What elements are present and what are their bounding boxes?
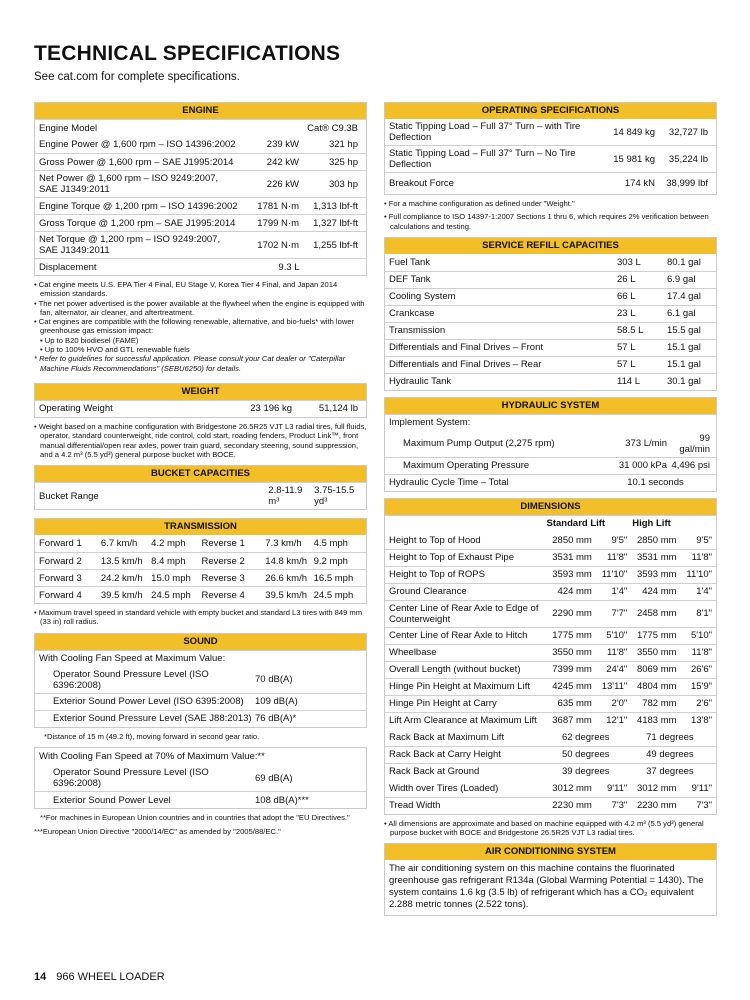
refill-imperial: 30.1 gal [667,376,701,388]
sound-label: Operator Sound Pressure Level (ISO 6396:2008) [53,767,209,790]
engine-spec-label: Gross Power @ 1,600 rpm – SAE J1995:2014 [39,156,234,168]
dimension-high-ft: 8'1" [696,608,712,620]
dimension-high-deg: 37 degrees [646,766,694,778]
engine-spec-imperial: 1,327 lbf-ft [313,217,358,229]
refill-row [385,322,716,339]
sound-value: 108 dB(A)*** [255,794,309,806]
sound-value: 69 dB(A) [255,772,293,784]
dimension-label: Rack Back at Carry Height [389,749,501,761]
dimension-high-mm: 782 mm [642,698,677,710]
dimension-high-mm: 3593 mm [636,569,677,581]
engine-panel [34,102,367,276]
dimension-standard-ft: 12'1" [606,715,628,727]
engine-spec-metric: 226 kW [266,178,299,190]
dimension-high-ft: 11'8" [691,647,712,659]
dimension-high-mm: 2458 mm [636,608,677,620]
bucket-row [35,482,366,509]
operating-rows [385,119,716,194]
operating-metric: 15 981 kg [613,153,655,165]
engine-spec-label: Gross Torque @ 1,200 rpm – SAE J1995:2014 [39,217,236,229]
dimension-standard-mm: 424 mm [557,586,592,598]
engine-spec-imperial: 303 hp [328,178,358,190]
page-title: TECHNICAL SPECIFICATIONS [34,42,341,65]
dimension-row [385,583,716,600]
dimensions-panel [384,498,717,815]
engine-spec-imperial: 325 hp [328,156,358,168]
dimension-label: Height to Top of Hood [389,534,481,546]
sound-note1-text: *Distance of 15 m (49.2 ft), moving forward in second gear ratio. [44,731,260,741]
note-line: * Refer to guidelines for successful application. Please consult your Cat dealer or "Caterpillar Machine Fluids Recommendations" (SEBU6250) for details. [34,354,346,373]
dimensions-degree-rows [385,729,716,780]
hydraulic-label: Maximum Operating Pressure [403,460,530,472]
operating-header: OPERATING SPECIFICATIONS [385,103,716,119]
sound-header: SOUND [35,634,366,650]
dimension-row [385,712,716,729]
hydraulic-row [385,457,716,474]
dimension-row [385,695,716,712]
engine-spec-metric: 242 kW [266,156,299,168]
transmission-forward-kmh: 13.5 km/h [100,555,143,567]
bucket-metric: 2.8-11.9 m³ [268,485,303,508]
refill-header: SERVICE REFILL CAPACITIES [385,238,716,254]
dimension-label: Rack Back at Maximum Lift [389,731,505,743]
dimension-standard-mm: 3550 mm [552,647,592,659]
engine-spec-imperial: 321 hp [328,139,358,150]
engine-spec-metric: 239 kW [266,139,299,150]
dimension-row [385,661,716,678]
engine-spec-metric: 1781 N·m [257,200,299,212]
sound-group2-label-row [35,748,366,765]
dimension-label: Rack Back at Ground [389,766,480,778]
dimension-high-mm: 4804 mm [636,681,677,693]
refill-row [385,305,716,322]
transmission-reverse-kmh: 26.6 km/h [265,572,307,584]
engine-spec-imperial: 1,313 lbf-ft [313,200,358,212]
hydraulic-metric: 31 000 kPa [618,460,667,472]
engine-model-row [35,119,366,136]
transmission-row [35,535,366,552]
dimension-standard-ft: 1'4" [611,586,628,598]
hydraulic-cycle-value: 10.1 seconds [627,477,684,489]
transmission-reverse-gear: Reverse 1 [201,538,245,550]
note-line: • Up to B20 biodiesel (FAME) [40,335,139,345]
refill-imperial: 15.1 gal [667,342,701,354]
refill-row [385,254,716,271]
product-name: 966 WHEEL LOADER [56,971,165,983]
dimension-label: Height to Top of Exhaust Pipe [389,552,514,564]
transmission-forward-gear: Forward 3 [39,572,82,584]
note-line: • Up to 100% HVO and GTL renewable fuels [40,345,190,355]
dimension-high-deg: 71 degrees [646,731,694,743]
dimension-label: Hinge Pin Height at Maximum Lift [389,681,530,693]
dimensions-rows-2 [385,780,716,814]
hydraulic-cycle-label: Hydraulic Cycle Time – Total [389,477,509,489]
engine-spec-label: Engine Power @ 1,600 rpm – ISO 14396:2002 [39,139,236,150]
engine-model-label: Engine Model [39,122,98,134]
dimension-degree-row [385,729,716,746]
dimension-label: Width over Tires (Loaded) [389,782,499,794]
engine-spec-metric: 1702 N·m [257,239,299,251]
page-subtitle: See cat.com for complete specifications. [34,71,240,83]
dimensions-note-text: • All dimensions are approximate and based on machine equipped with 4.2 m³ (5.5 yd³) general purpose bucket with BOCE and Bridgestone 26.5R25 VJT L3 radial tires. [384,818,704,838]
dimension-row [385,566,716,583]
transmission-row [35,586,366,603]
engine-model-value: Cat® C9.3B [307,122,358,134]
sound-notes-2 [34,809,367,843]
dimension-standard-mm: 3593 mm [552,569,592,581]
dimensions-rows [385,532,716,729]
dimension-standard-mm: 1775 mm [552,630,592,642]
operating-metric: 174 kN [624,178,655,189]
dimension-high-ft: 2'6" [696,698,712,710]
transmission-forward-kmh: 6.7 km/h [100,538,138,550]
dimension-standard-ft: 7'3" [611,800,628,812]
dimension-high-mm: 1775 mm [636,630,677,642]
refill-metric: 114 L [617,376,641,388]
transmission-row [35,552,366,569]
refill-label: Cooling System [389,291,456,303]
note-line: • Cat engine meets U.S. EPA Tier 4 Final, EU Stage V, Korea Tier 4 Final, and Japan 2014 emission standards. [34,280,338,299]
transmission-reverse-kmh: 14.8 km/h [265,555,307,567]
bucket-header: BUCKET CAPACITIES [35,466,366,482]
transmission-note-text: • Maximum travel speed in standard vehicle with empty bucket and standard L3 tires with 849 mm (33 in) roll radius. [34,608,363,627]
transmission-forward-gear: Forward 4 [39,589,82,601]
displacement-label: Displacement [39,261,97,273]
dimension-high-deg: 49 degrees [646,749,694,761]
dimension-standard-mm: 2290 mm [552,608,592,620]
sound-group2-label: With Cooling Fan Speed at 70% of Maximum Value:** [39,751,265,763]
dimension-standard-ft: 24'4" [606,664,628,676]
hydraulic-imperial: 4,496 psi [671,460,710,472]
operating-label: Static Tipping Load – Full 37° Turn – with Tire Deflection [389,121,581,143]
dimension-standard-mm: 7399 mm [552,664,592,676]
dimension-high-ft: 5'10" [690,630,712,642]
refill-rows [385,254,716,390]
dimension-standard-ft: 5'10" [606,630,628,642]
refill-row [385,271,716,288]
refill-metric: 23 L [617,308,636,320]
transmission-forward-gear: Forward 1 [39,538,82,550]
transmission-header: TRANSMISSION [35,519,366,535]
dimension-high-mm: 2850 mm [636,534,677,546]
sound-row [35,791,366,808]
dimension-row [385,532,716,549]
sound-note2-text: **For machines in European Union countries and in countries that adopt the "EU Directives." [40,813,350,823]
sound-value: 109 dB(A) [255,696,298,708]
sound-label: Exterior Sound Power Level [53,794,171,806]
refill-row [385,356,716,373]
weight-note-text: • Weight based on a machine configuration with Bridgestone 26.5R25 VJT L3 radial tires, full fluids, operator, standard counterweight, ride control, cold start, roading fenders, Product Link™, front manual differential/open rear axles, power train guard, secondary steering, sound suppression, and a 4.2 m³ (5.5 yd³) general purpose bucket with BOCE. [34,421,367,459]
refill-metric: 58.5 L [617,325,644,337]
refill-metric: 57 L [617,359,636,371]
operating-imperial: 32,727 lb [668,126,708,138]
engine-spec-row [35,231,366,258]
engine-rows [35,136,366,258]
sound-group1-label: With Cooling Fan Speed at Maximum Value: [39,653,226,665]
dimension-high-mm: 2230 mm [636,800,677,812]
operating-metric: 14 849 kg [613,126,655,138]
transmission-forward-mph: 15.0 mph [151,572,191,584]
refill-label: Transmission [389,325,446,337]
refill-imperial: 17.4 gal [667,291,701,303]
sound-panel-2 [34,747,367,809]
engine-spec-label: Net Power @ 1,600 rpm – ISO 9249:2007, SAE J1349:2011 [39,173,219,195]
weight-row [35,400,366,417]
refill-label: Crankcase [389,308,435,320]
operating-row [385,145,716,172]
transmission-forward-mph: 8.4 mph [151,555,186,567]
hydraulic-implement-label: Implement System: [389,417,471,429]
weight-note [34,418,367,465]
dimension-high-ft: 7'3" [696,800,712,812]
dimension-high-ft: 11'10" [686,569,712,581]
transmission-reverse-kmh: 7.3 km/h [265,538,302,550]
dimension-standard-ft: 9'11" [606,782,628,794]
engine-spec-row [35,214,366,231]
page-number: 14 [34,971,47,983]
dimension-standard-mm: 2230 mm [552,800,592,812]
transmission-reverse-gear: Reverse 4 [201,589,245,601]
bucket-panel [34,465,367,510]
dimension-standard-ft: 9'5" [611,534,628,546]
hydraulic-metric: 373 L/min [625,438,667,450]
refill-imperial: 6.1 gal [667,308,696,320]
refill-label: Fuel Tank [389,256,431,268]
operating-panel [384,102,717,195]
sound-value: 76 dB(A)* [255,713,297,725]
weight-metric: 23 196 kg [250,403,292,415]
dimension-degree-row [385,763,716,780]
dimension-row [385,780,716,797]
page-footer [34,971,165,983]
dimension-standard-ft: 7'7" [611,608,628,620]
operating-row [385,172,716,194]
sound-label: Exterior Sound Power Level (ISO 6395:2008) [53,696,244,708]
transmission-forward-gear: Forward 2 [39,555,82,567]
dimension-label: Lift Arm Clearance at Maximum Lift [389,715,537,727]
dimension-standard-ft: 11'8" [606,552,628,564]
engine-header: ENGINE [35,103,366,119]
dimension-high-mm: 3531 mm [636,552,677,564]
hydraulic-label: Maximum Pump Output (2,275 rpm) [403,438,555,450]
refill-metric: 66 L [617,291,636,303]
transmission-forward-mph: 24.5 mph [151,589,191,601]
note-line: • Cat engines are compatible with the following renewable, alternative, and bio-fuels* with lower greenhouse gas emission impact: [34,317,355,336]
transmission-forward-kmh: 39.5 km/h [100,589,143,601]
dimension-standard-ft: 11'10" [601,569,628,581]
note-line: • Full compliance to ISO 14397-1:2007 Sections 1 thru 6, which requires 2% verification between calculations and testing. [384,212,709,231]
dimension-standard-mm: 3531 mm [552,552,592,564]
note-line: • For a machine configuration as defined under "Weight." [384,199,575,208]
transmission-forward-mph: 4.2 mph [151,538,186,550]
dimension-row [385,644,716,661]
note-line: • The net power advertised is the power available at the flywheel when the engine is equipped with fan, alternator, air cleaner, and aftertreatment. [34,298,365,317]
refill-label: Differentials and Final Drives – Front [389,342,543,354]
weight-imperial: 51,124 lb [318,403,358,415]
refill-label: Differentials and Final Drives – Rear [389,359,542,371]
dimension-row [385,678,716,695]
ac-header: AIR CONDITIONING SYSTEM [385,844,716,860]
refill-row [385,373,716,390]
refill-label: DEF Tank [389,274,431,286]
hydraulic-header: HYDRAULIC SYSTEM [385,398,716,414]
ac-text: The air conditioning system on this machine contains the fluorinated greenhouse gas refrigerant R134a (Global Warming Potential = 1430). The system contains 1.6 kg (3.5 lb) of refrigerant which has a CO₂ equivalent 2.288 metric tonnes (2.522 tons). [389,863,704,911]
engine-spec-label: Net Torque @ 1,200 rpm – ISO 9249:2007, SAE J1349:2011 [39,234,221,256]
left-column [34,102,367,843]
transmission-reverse-mph: 4.5 mph [313,538,348,550]
dimension-degree-row [385,746,716,763]
bucket-label: Bucket Range [39,490,99,502]
refill-row [385,288,716,305]
transmission-note [34,604,367,633]
refill-panel [384,237,717,391]
engine-spec-imperial: 1,255 lbf-ft [313,239,358,251]
transmission-rows [35,535,366,603]
dimension-label: Center Line of Rear Axle to Edge of Counterweight [389,602,539,625]
dimension-standard-ft: 13'11" [601,681,628,693]
dimension-label: Center Line of Rear Axle to Hitch [389,630,528,642]
dimension-row [385,549,716,566]
displacement-row [35,258,366,275]
refill-metric: 303 L [617,256,641,268]
dimension-high-mm: 4183 mm [636,715,677,727]
engine-notes [34,276,367,379]
dimension-high-ft: 1'4" [696,586,712,598]
dimensions-col-standard: Standard Lift [546,518,606,530]
sound-label: Operator Sound Pressure Level (ISO 6396:2008) [53,668,209,691]
operating-notes [384,195,717,237]
dimension-standard-mm: 3687 mm [552,715,592,727]
transmission-reverse-mph: 9.2 mph [313,555,348,567]
sound-note3-text: ***European Union Directive "2000/14/EC" as amended by "2005/88/EC." [34,827,281,837]
dimension-label: Tread Width [389,800,441,812]
weight-panel [34,383,367,418]
dimension-row [385,797,716,814]
refill-imperial: 15.1 gal [667,359,701,371]
dimension-label: Overall Length (without bucket) [389,664,521,676]
transmission-panel [34,518,367,604]
sound-row [35,693,366,710]
transmission-reverse-mph: 24.5 mph [313,589,354,601]
ac-panel [384,843,717,916]
dimension-label: Hinge Pin Height at Carry [389,698,497,710]
dimension-label: Wheelbase [389,647,437,659]
operating-row [385,119,716,145]
hydraulic-implement-row [385,414,716,431]
engine-spec-row [35,136,366,153]
engine-spec-label: Engine Torque @ 1,200 rpm – ISO 14396:2002 [39,200,238,212]
refill-imperial: 80.1 gal [667,256,701,268]
dimension-standard-ft: 2'0" [611,698,628,710]
dimension-standard-mm: 4245 mm [552,681,592,693]
dimension-high-mm: 8069 mm [636,664,677,676]
right-column [384,102,717,916]
engine-spec-metric: 1799 N·m [257,217,299,229]
refill-imperial: 6.9 gal [667,274,696,286]
sound-group1-label-row [35,650,366,667]
sound-row [35,667,366,693]
dimension-high-ft: 9'11" [691,782,712,794]
dimensions-col-header-row [385,515,716,532]
hydraulic-rows [385,431,716,474]
refill-label: Hydraulic Tank [389,376,452,388]
sound-row [35,765,366,791]
weight-label: Operating Weight [39,403,113,415]
dimension-high-mm: 3550 mm [636,647,677,659]
dimension-high-mm: 424 mm [642,586,677,598]
dimension-row [385,627,716,644]
operating-imperial: 38,999 lbf [666,178,708,189]
dimension-standard-deg: 50 degrees [561,749,610,761]
dimension-high-ft: 13'8" [690,715,712,727]
transmission-reverse-mph: 16.5 mph [313,572,354,584]
sound-panel [34,633,367,728]
refill-row [385,339,716,356]
refill-metric: 57 L [617,342,636,354]
dimension-standard-deg: 62 degrees [561,731,610,743]
weight-header: WEIGHT [35,384,366,400]
sound-group2-rows [35,765,366,808]
operating-label: Static Tipping Load – Full 37° Turn – No Tire Deflection [389,148,576,170]
hydraulic-cycle-row [385,474,716,491]
engine-spec-row [35,170,366,197]
dimension-standard-mm: 3012 mm [552,782,592,794]
refill-imperial: 15.5 gal [667,325,701,337]
dimensions-note [384,815,717,844]
refill-metric: 26 L [617,274,636,286]
dimension-standard-mm: 2850 mm [552,534,592,546]
operating-label: Breakout Force [389,178,454,189]
sound-row [35,710,366,727]
bucket-imperial: 3.75-15.5 yd³ [314,485,355,508]
engine-spec-row [35,197,366,214]
transmission-reverse-kmh: 39.5 km/h [265,589,307,601]
sound-group1-rows [35,667,366,727]
dimension-label: Height to Top of ROPS [389,569,485,581]
dimension-label: Ground Clearance [389,586,467,598]
transmission-reverse-gear: Reverse 2 [201,555,245,567]
dimension-high-mm: 3012 mm [636,782,677,794]
dimension-high-ft: 9'5" [696,534,712,546]
displacement-value: 9.3 L [278,261,300,273]
dimensions-col-high: High Lift [632,518,671,530]
hydraulic-panel [384,397,717,492]
sound-label: Exterior Sound Pressure Level (SAE J88:2013) [53,713,252,725]
transmission-row [35,569,366,586]
dimension-standard-ft: 11'8" [606,647,628,659]
engine-spec-row [35,153,366,170]
dimensions-col-empty [389,522,547,526]
dimension-high-ft: 26'6" [690,664,712,676]
transmission-reverse-gear: Reverse 3 [201,572,245,584]
dimension-row [385,600,716,627]
sound-value: 70 dB(A) [255,674,293,686]
dimension-standard-mm: 635 mm [557,698,592,710]
dimension-high-ft: 15'9" [690,681,712,693]
hydraulic-imperial: 99 gal/min [679,432,710,455]
dimensions-header: DIMENSIONS [385,499,716,515]
dimension-high-ft: 11'8" [691,552,712,564]
transmission-forward-kmh: 24.2 km/h [100,572,143,584]
operating-imperial: 35,224 lb [668,153,708,165]
sound-note1 [34,728,367,747]
dimension-standard-deg: 39 degrees [561,766,610,778]
hydraulic-row [385,431,716,457]
